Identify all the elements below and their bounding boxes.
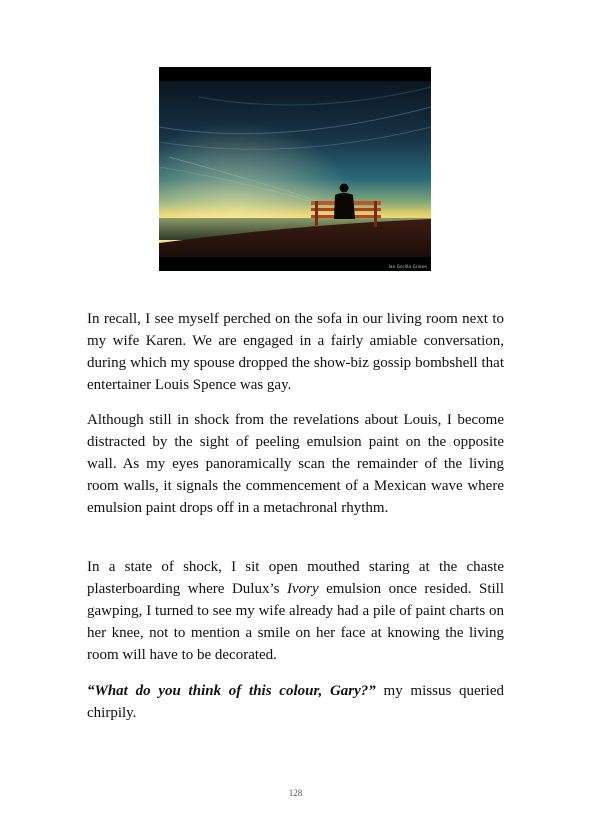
paragraph-2: [87, 409, 504, 519]
paragraph-4: [87, 680, 504, 724]
paragraph-1: [87, 308, 504, 396]
paragraph-3-after: emulsion once resided. Still gawping, I turned to see my wife already had a pile of paint charts on her knee, not to mention a smile on her face at knowing the living room will have to be decorated.: [87, 581, 504, 663]
paragraph-4-quote: “What do you think of this colour, Gary?”: [87, 683, 376, 699]
sunset-bench-photo: [159, 67, 431, 271]
paragraph-3-before: In a state of shock, I sit open mouthed staring at the chaste plasterboarding where Dulux’s: [87, 559, 504, 597]
paragraph-3: [87, 556, 504, 666]
page-number: 128: [288, 788, 303, 798]
paragraph-1-text: In recall, I see myself perched on the sofa in our living room next to my wife Karen. We are engaged in a fairly amiable conversation, during which my spouse dropped the show-biz gossip bombshell that entertainer Louis Spence was gay.: [87, 311, 504, 393]
photo-credit: Ian Gorilla Grieve: [388, 264, 427, 269]
paragraph-4-after: my missus queried chirpily.: [87, 683, 504, 721]
paragraph-3-text: [87, 556, 504, 666]
paragraph-3-italic: Ivory: [286, 581, 319, 597]
photo-illustration: [159, 67, 431, 271]
paragraph-2-text: Although still in shock from the revelations about Louis, I become distracted by the sight of peeling emulsion paint on the opposite wall. As my eyes panoramically scan the remainder of the living room walls, it signals the commencement of a Mexican wave where emulsion paint drops off in a metachronal rhythm.: [87, 412, 504, 516]
paragraph-4-text: [87, 680, 504, 724]
